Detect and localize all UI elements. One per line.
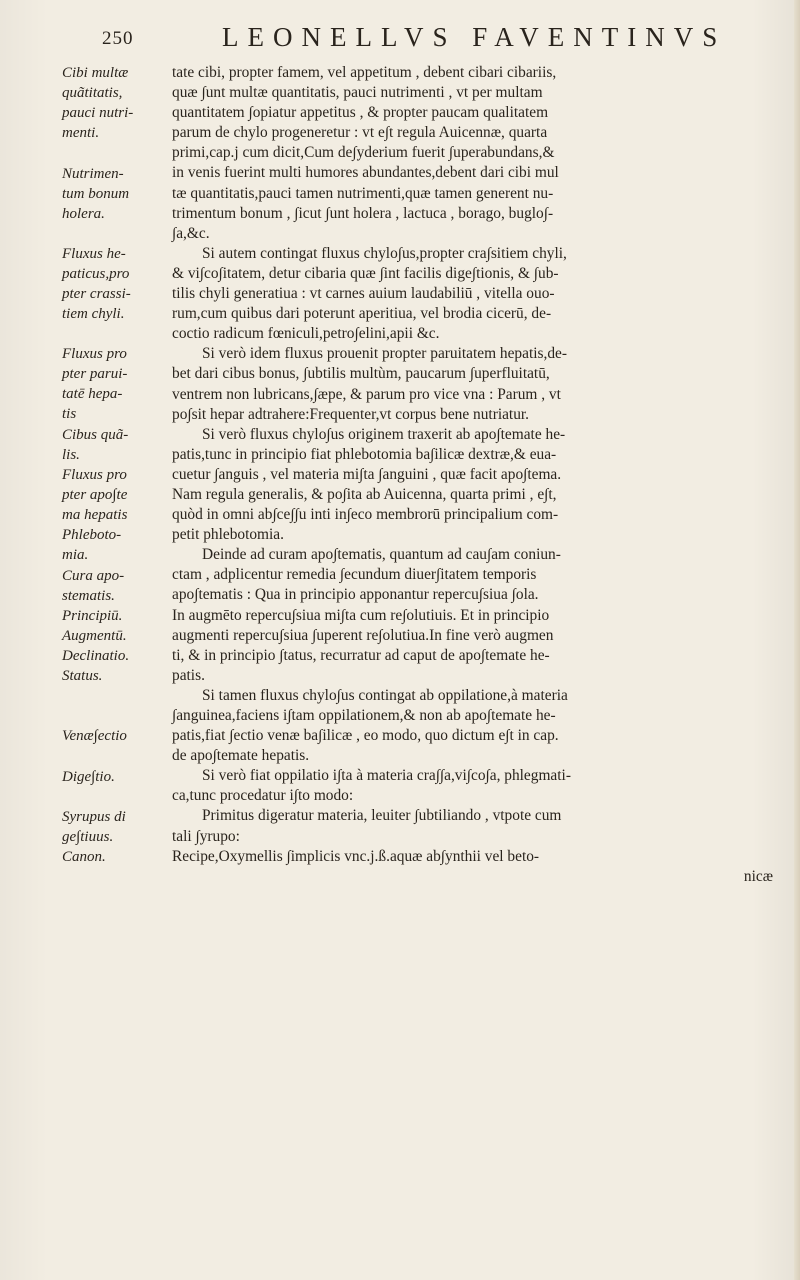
margin-note [62,666,102,686]
body-line: patis,tunc in principio fiat phlebotomia ba∫ilicæ dextræ,& eua- [172,445,557,463]
margin-note [62,164,129,224]
body-line: patis. [172,666,205,684]
body-line: & vi∫co∫itatem, detur cibaria quæ ∫int facilis dige∫tionis, & ∫ub- [172,264,559,282]
margin-note-line: mia. [62,547,89,564]
body-line: parum de chylo progeneretur : vt e∫t regula Auicennæ, quarta [172,124,548,142]
body-line: augmenti repercu∫siua ∫uperent re∫olutiua.In fine verò augmen [172,626,554,644]
margin-note [62,726,127,746]
margin-note [62,807,126,847]
body-line: trimentum bonum , ∫icut ∫unt holera , lactuca , borago, buglo∫- [172,204,554,222]
margin-note [62,767,115,787]
body-line: Si verò idem fluxus prouenit propter paruitatem hepatis,de- [202,345,568,363]
margin-note-line: Status. [62,668,103,684]
margin-note-line: Canon. [62,848,106,865]
body-line: po∫sit hepar adtrahere:Frequenter,vt corpus bene nutriatur. [172,405,530,423]
margin-note-line: Declinatio. [62,647,130,664]
body-line: petit phlebotomia. [172,526,284,544]
body-line: tilis chyli generatiua : vt carnes auium laudabiliū , vitella ouo- [172,285,555,303]
body-line: tæ quantitatis,pauci tamen nutrimenti,quæ tamen generent nu- [172,184,554,202]
body-line: nicæ [743,867,773,885]
margin-note [62,344,127,424]
margin-note-line: pter parui- [62,366,128,383]
body-line: quòd in omni ab∫ce∫∫u inti in∫eco membrorū principalium com- [172,506,559,524]
margin-note [62,425,128,465]
margin-note [62,465,127,525]
margin-note-line: lis. [62,446,80,463]
margin-note-line: pter crassi- [62,285,131,302]
margin-note [62,244,131,324]
margin-note-line: pauci nutri- [62,105,134,121]
margin-note-line: Fluxus pro [62,346,127,363]
margin-note [62,525,121,565]
running-head: LEONELLVS FAVENTINVS [222,22,727,52]
margin-note-line: paticus,pro [62,265,130,282]
body-line: ctam , adplicentur remedia ∫ecundum diuer∫itatem temporis [172,566,537,584]
margin-note [62,646,129,666]
margin-note-line: stematis. [62,587,115,604]
body-line: In augmēto repercu∫siua mi∫ta cum re∫olutiuis. Et in principio [172,606,550,624]
margin-note-line: Fluxus he- [62,245,126,262]
margin-note-line: tiem chyli. [62,305,125,322]
margin-note-line: holera. [62,205,105,222]
margin-note-line: Venæ∫ectio [62,728,127,745]
body-line: quæ ∫unt multæ quantitatis, pauci nutrimenti , vt per multam [172,84,543,102]
body-line: rum,cum quibus dari poterunt aperitiua, vel brodia cicerū, de- [172,305,552,323]
margin-note [62,847,106,867]
body-line: Primitus digeratur materia, leuiter ∫ubtiliando , vtpote cum [202,807,562,825]
body-line: ca,tunc procedatur i∫to modo: [172,787,354,805]
margin-note [62,606,122,626]
body-line: ventrem non lubricans,∫æpe, & parum pro vice vna : Parum , vt [172,385,561,403]
margin-note-line: quãtitatis, [62,85,123,101]
margin-note-line: tatē hepa- [62,386,123,403]
body-line: ∫anguinea,faciens i∫tam oppilationem,& non ab apo∫temate he- [172,707,556,724]
body-line: Si verò fiat oppilatio i∫ta à materia cra∫∫a,vi∫co∫a, phlegmati- [202,767,571,785]
body-line: tate cibi, propter famem, vel appetitum , debent cibari cibariis, [172,64,557,81]
margin-note-line: menti. [62,125,100,141]
body-line: de apo∫temate hepatis. [172,747,310,765]
body-line: Si tamen fluxus chylo∫us contingat ab oppilatione,à materia [202,686,568,704]
margin-note-line: ge∫tiuus. [62,828,114,845]
body-line: Deinde ad curam apo∫tematis, quantum ad cau∫am coniun- [202,546,561,564]
body-line: Si autem contingat fluxus chylo∫us,propter cra∫sitiem chyli, [202,244,567,262]
margin-note-line: Phleboto- [62,527,122,544]
body-line: coctio radicum fœniculi,petro∫elini,apii &c. [172,325,440,343]
margin-note-line: pter apo∫te [62,487,128,503]
margin-note [62,63,133,143]
margin-note-line: Cibi multæ [62,65,129,81]
body-line: ti, & in principio ∫tatus, recurratur ad caput de apo∫temate he- [172,646,550,664]
page-header [102,22,762,56]
body-line: tali ∫yrupo: [172,827,240,845]
margin-note-line: Syrupus di [62,808,126,825]
body-line: primi,cap.j cum dicit,Cum de∫yderium fuerit ∫uperabundans,& [172,144,555,162]
margin-note-line: Cibus quã- [62,426,129,443]
margin-note-line: Cura apo- [62,567,125,584]
margin-note-line: Augmentū. [62,627,127,644]
margin-note-line: Dige∫tio. [62,768,115,785]
body-line: ∫a,&c. [172,224,210,242]
body-line: bet dari cibus bonus, ∫ubtilis multùm, paucarum ∫uperfluitatū, [172,365,550,383]
margin-note-line: ma hepatis [62,507,128,523]
body-line: in venis fuerint multi humores abundantes,debent dari cibi mul [172,164,559,182]
margin-note-line: Nutrimen- [62,165,124,182]
body-line: Nam regula generalis, & po∫ita ab Auicenna, quarta primi , e∫t, [172,485,557,503]
margin-note-line: tis [62,406,77,423]
margin-note-line: Principiū. [62,607,123,624]
body-line: quantitatem ∫opiatur appetitus , & propter paucam qualitatem [172,104,549,122]
body-line: patis,fiat ∫ectio venæ ba∫ilicæ , eo modo, quo dictum e∫t in cap. [172,727,559,745]
page-number: 250 [102,28,134,49]
margin-note [62,566,124,606]
body-line: apo∫tematis : Qua in principio apponantur repercu∫siua ∫ola. [172,586,539,604]
margin-note-line: tum bonum [62,185,130,202]
body-line: cuetur ∫anguis , vel materia mi∫ta ∫anguini , quæ facit apo∫tema. [172,465,562,483]
body-line: Si verò fluxus chylo∫us originem traxerit ab apo∫temate he- [202,425,566,443]
margin-note [62,626,127,646]
body-text [172,63,797,887]
margin-note-line: Fluxus pro [62,467,127,483]
body-line: Recipe,Oxymellis ∫implicis vnc.j.ß.aquæ ab∫ynthii vel beto- [172,847,540,865]
